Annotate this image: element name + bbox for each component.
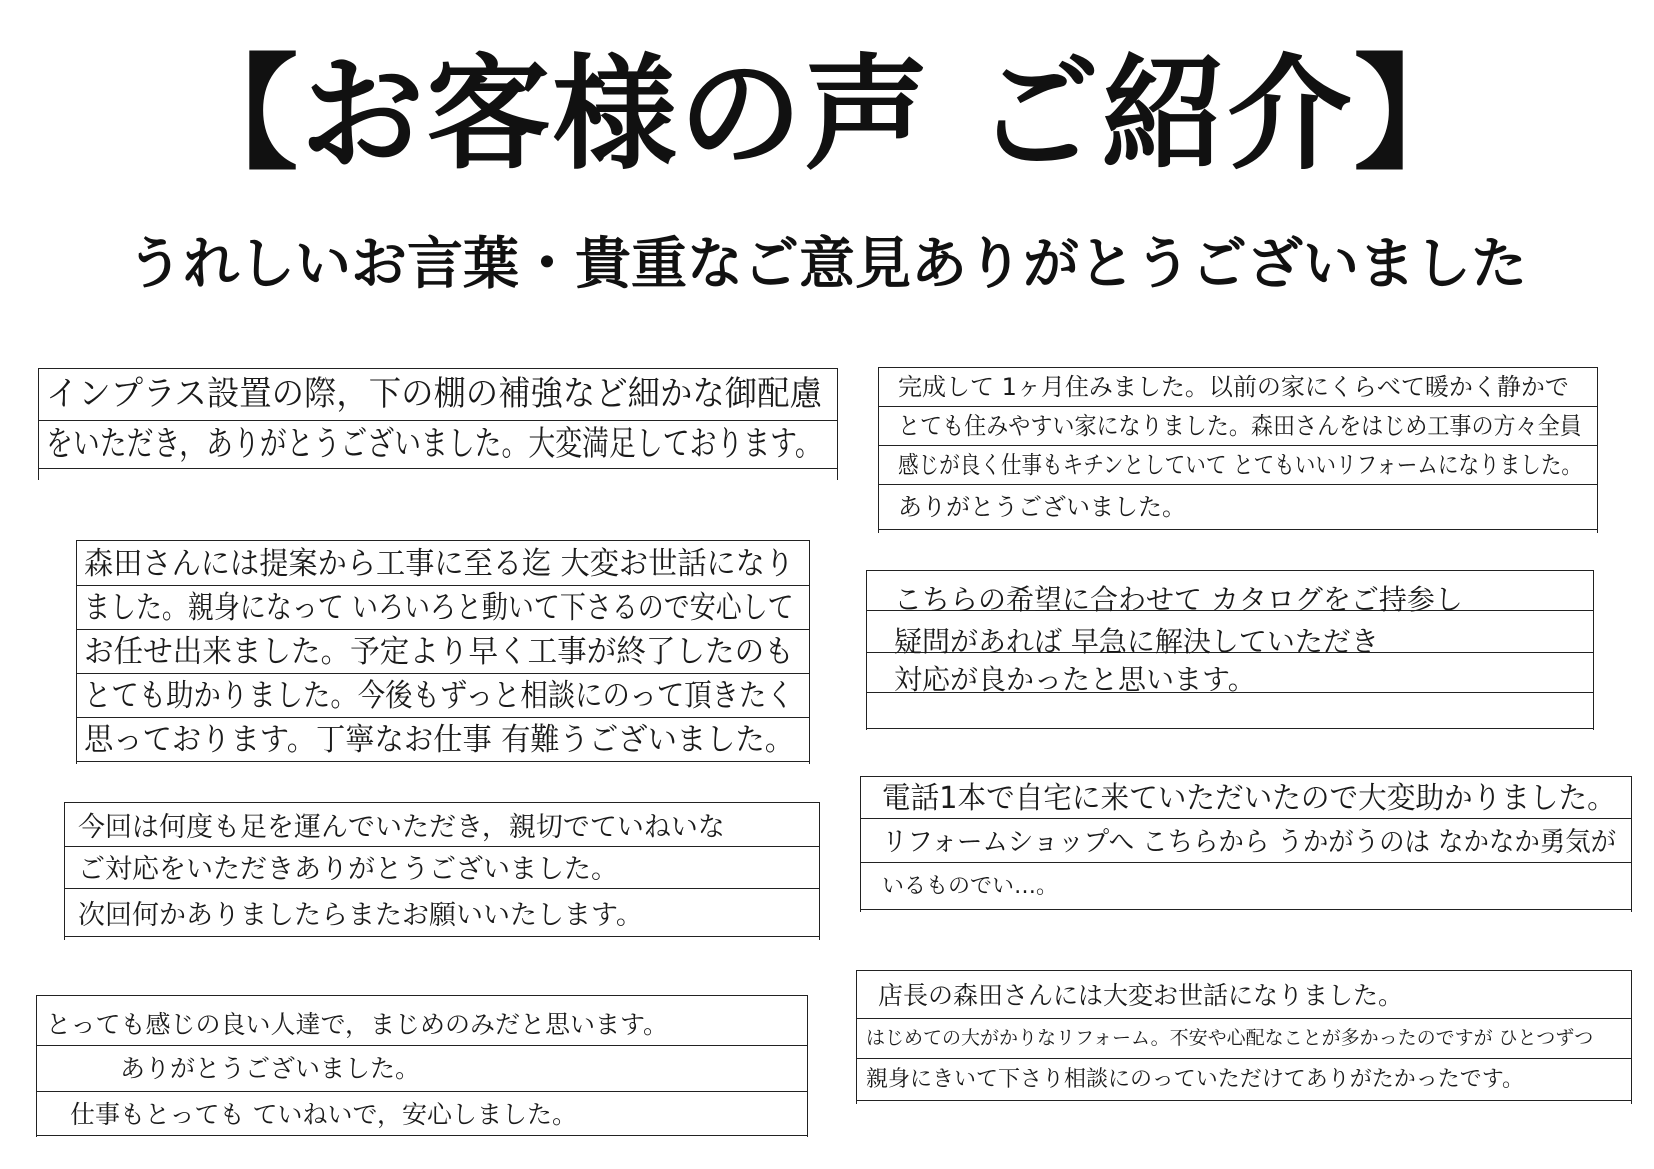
comment-line: 次回何かありましたらまたお願いいたします。 <box>78 900 643 931</box>
comment-card-phone <box>860 776 1632 912</box>
comment-line: 電話1本で自宅に来ていただいたので大変助かりました。 <box>882 781 1616 816</box>
comment-line: 親身にきいて下さり相談にのっていただけてありがたかったです。 <box>866 1067 1525 1092</box>
comment-card-visit <box>64 802 820 940</box>
comment-line: 思っております。丁寧なお仕事 有難うございました。 <box>84 722 795 758</box>
comment-line: ありがとうございました。 <box>898 493 1186 521</box>
comment-line: お任せ出来ました。予定より早く工事が終了したのも <box>84 634 794 670</box>
comment-line: いるものでい…。 <box>882 874 1059 899</box>
comment-line: インプラス設置の際，下の棚の補強など細かな御配慮 <box>46 374 822 414</box>
comment-line: 今回は何度も足を運んでいただき，親切でていねいな <box>78 812 725 843</box>
comment-card-staff <box>36 995 808 1137</box>
comment-line: 店長の森田さんには大変お世話になりました。 <box>878 981 1404 1010</box>
comment-line: 仕事もとっても ていねいで，安心しました。 <box>70 1100 577 1129</box>
comment-line: 疑問があれば 早急に解決していただき <box>894 625 1379 658</box>
comment-line: 感じが良く仕事もキチンとしていて とてもいいリフォームになりました。 <box>898 451 1583 479</box>
comment-line: 完成して 1ヶ月住みました。以前の家にくらべて暖かく静かで <box>898 373 1569 401</box>
comment-line: ました。親身になって いろいろと動いて下さるので安心して <box>84 590 794 626</box>
page-subtitle: うれしいお言葉・貴重なご意見ありがとうございました <box>127 232 1527 297</box>
comment-card-manager <box>856 970 1632 1104</box>
comment-line: ご対応をいただきありがとうございました。 <box>78 854 618 885</box>
comment-line: とても住みやすい家になりました。森田さんをはじめ工事の方々全員 <box>898 412 1582 440</box>
comment-line: 対応が良かったと思います。 <box>894 663 1256 696</box>
comment-card-proposal <box>76 540 810 764</box>
comment-card-catalog <box>866 570 1594 730</box>
comment-line: をいただき，ありがとうございました。大変満足しております。 <box>46 424 822 464</box>
comment-card-setting <box>38 368 838 480</box>
comment-line: はじめての大がかりなリフォーム。不安や心配なことが多かったのですが ひとつずつ <box>866 1027 1594 1049</box>
comment-line: とても助かりました。今後もずっと相談にのって頂きたく <box>84 678 794 714</box>
page-title: 【お客様の声 ご紹介】 <box>174 43 1480 187</box>
comment-line: ありがとうございました。 <box>120 1054 421 1083</box>
comment-line: リフォームショップへ こちらから うかがうのは なかなか勇気が <box>882 827 1617 858</box>
comment-line: とっても感じの良い人達で，まじめのみだと思います。 <box>46 1010 669 1039</box>
comment-line: こちらの希望に合わせて カタログをご持参し <box>894 583 1463 616</box>
comment-line: 森田さんには提案から工事に至る迄 大変お世話になり <box>84 546 795 582</box>
comment-card-living <box>878 367 1598 533</box>
